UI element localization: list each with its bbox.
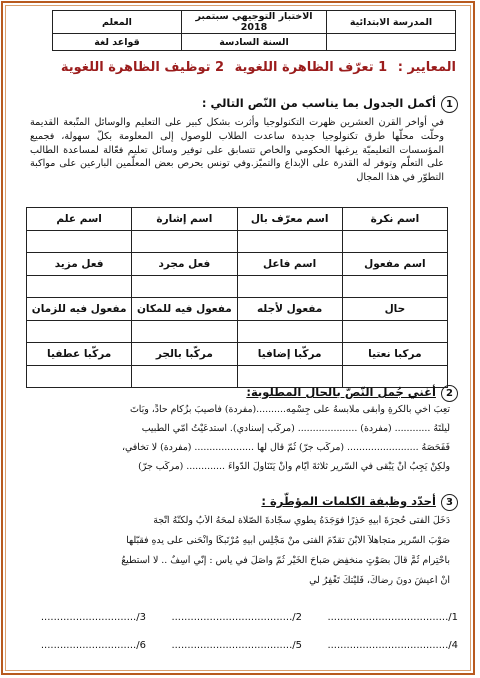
q3-number: 3	[441, 494, 458, 511]
table-cell-label: اسم معرّف بال	[237, 208, 342, 231]
table-cell-label: حال	[342, 298, 447, 321]
table-cell-answer[interactable]	[237, 320, 342, 343]
table-cell-answer[interactable]	[237, 275, 342, 298]
q2-line-3: فَفَحَصَهُ ........................ (مركّب جرّ) ثُمّ قال لها .................... (مفردة) لا تخافي،	[121, 442, 450, 453]
q3-line-2: صَوْبَ السّرير متجاهلاً الابْنَ تقدّمَ الفتى منْ مَجْلِسِ أبيهِ مُرْتَبكًا وانْحَنى على يدهِ فقبّلها	[126, 535, 450, 546]
table-row	[27, 253, 448, 276]
answer-3[interactable]: 3/..............................	[40, 612, 146, 623]
answer-4[interactable]: 4/......................................	[327, 640, 458, 651]
q1-number: 1	[441, 96, 458, 113]
test-title-cell: الاختبار التوجيهي سبتمبر 2018	[181, 11, 326, 34]
q3-heading	[261, 490, 458, 511]
table-row	[27, 208, 448, 231]
table-cell-label: فعل مزيد	[27, 253, 132, 276]
table-cell-label: مفعول فيه للمكان	[132, 298, 237, 321]
q3-line-3: باحْتِرامٍ ثُمَّ قالَ بصَوْتٍ منخفِضٍ صَباحَ الخَيْرِ ثُمّ واصَلَ في يأْسٍ : إنّي آسِفٌ .. لا أستطيعُ	[121, 555, 450, 566]
criteria-2: 2 توظيف الظاهرة اللغوية	[60, 60, 225, 75]
q2-line-1: تعِبَ أخي بالكرةِ وأبقى ملابسهُ على جِسْمِه..........(مفردة) فأصيبَ بزُكام حادٍّ، وبَاتَ	[129, 404, 450, 415]
table-cell-answer[interactable]	[27, 365, 132, 388]
table-row	[27, 230, 448, 253]
table-row	[27, 275, 448, 298]
table-cell-label: مفعول فيه للزمان	[27, 298, 132, 321]
q1-text: في أواخر القرن العشرين ظهرت التكنولوجيا وأثرت بشكل كبير على التعليم والوسائل المتّبعة القديمة وحلّت محلّها طرق تكنولوجيا جديدة ساعدت الطلاب للوصول إلى المعلومة بكلّ سهولة، فجميع المؤسسات التعليميّة يرغبها الحكومي والخاص تتسابق على توفير وسائل تعليم فعّالة لمساعدة الطالب على التعلّم وتوفر له القدرة على الإبداع والتميّز.وفي تونس يحرص بعض المعلّمين البارعين على مواكبة التطوّر في هذا المجال	[30, 117, 444, 184]
table-cell-answer[interactable]	[132, 320, 237, 343]
table-cell-label: مركّبا بالجر	[132, 343, 237, 366]
table-cell-answer[interactable]	[342, 275, 447, 298]
table-cell-label: اسم مفعول	[342, 253, 447, 276]
table-cell-answer[interactable]	[27, 230, 132, 253]
table-cell-answer[interactable]	[132, 365, 237, 388]
table-row	[27, 298, 448, 321]
table-cell-answer[interactable]	[342, 230, 447, 253]
table-cell-answer[interactable]	[132, 230, 237, 253]
criteria-1: 1 تعرّف الظاهرة اللغوية	[234, 60, 388, 75]
table-cell-label: مركّبا إضافيا	[237, 343, 342, 366]
answer-2[interactable]: 2/......................................	[171, 612, 302, 623]
table-cell-answer[interactable]	[132, 275, 237, 298]
table-row	[27, 320, 448, 343]
subject-cell: قواعد لغة	[53, 34, 182, 51]
header-table	[52, 10, 456, 51]
q1-instruction: أكمل الجدول بما يناسب من النّص التالي :	[201, 96, 436, 110]
table-cell-answer[interactable]	[27, 320, 132, 343]
teacher-cell: المعلم	[53, 11, 182, 34]
table-cell-answer[interactable]	[27, 275, 132, 298]
table-cell-label: مفعول لأجله	[237, 298, 342, 321]
blank-cell	[327, 34, 456, 51]
criteria-line	[61, 60, 456, 75]
table-cell-answer[interactable]	[237, 230, 342, 253]
table-cell-label: مركّبا عطفيا	[27, 343, 132, 366]
level-cell: السنة السادسة	[181, 34, 326, 51]
table-cell-label: فعل مجرد	[132, 253, 237, 276]
q2-number: 2	[441, 385, 458, 402]
q1-table	[26, 207, 448, 388]
answer-5[interactable]: 5/......................................	[171, 640, 302, 651]
q3-instruction: أحدّد وظيفة الكلمات المؤطّرة :	[261, 494, 436, 508]
q2-line-2: لَيلَتَهُ ............ (مفردة) .................... (مركّب إسنادي). استدعَيْتُ أمّي الطّبيب	[141, 423, 450, 434]
table-cell-answer[interactable]	[342, 320, 447, 343]
answer-1[interactable]: 1/......................................	[327, 612, 458, 623]
answer-6[interactable]: 6/..............................	[40, 640, 146, 651]
q2-heading	[246, 381, 458, 402]
table-cell-label: اسم فاعل	[237, 253, 342, 276]
q2-line-4: ولكِنْ يَجِبُ أنْ يَبْقى في السّرير ثلاثةَ أيّامٍ وأنْ يَتَنَاولَ الدّواءَ ............. (مركّب جرّ)	[138, 461, 450, 472]
table-row	[27, 343, 448, 366]
table-cell-label: مركبا نعتيا	[342, 343, 447, 366]
table-cell-label: اسم إشارة	[132, 208, 237, 231]
q2-instruction: أغني جُمل النّصّ بالحال المطلوبة:	[246, 385, 436, 399]
q3-line-4: أنْ أعيشَ دونَ رِضاكَ، فَليْتكَ تَغْفِرُ لي	[309, 575, 450, 586]
table-cell-label: اسم نكرة	[342, 208, 447, 231]
school-cell: المدرسة الابتدائية	[327, 11, 456, 34]
table-cell-label: اسم علم	[27, 208, 132, 231]
q3-line-1: دَخَلَ الفتى حُجرَةَ أبيهِ حَذِرًا فوَجَدَهُ يطوي سجّادةَ الصّلاة لمحَهُ الأبُ ولكنّهُ اتّجهَ	[153, 515, 450, 526]
q1-heading	[202, 92, 458, 113]
criteria-label: المعايير :	[397, 60, 456, 75]
